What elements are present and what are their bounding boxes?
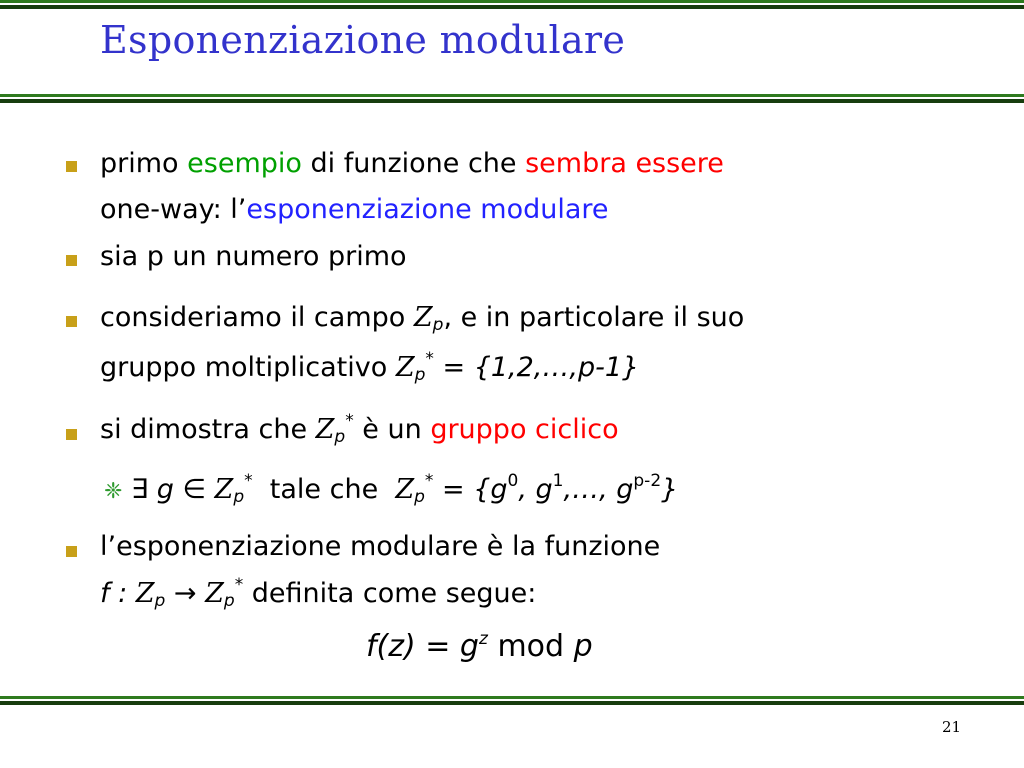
superscript-1: 1 [552,471,564,491]
set-close: } [661,474,679,505]
bullet-3-line-2 [100,349,640,385]
bullet-marker [66,316,77,327]
star: * [234,575,244,595]
text: primo [100,148,188,179]
subscript-p: p [414,365,426,385]
bullet-2-line: sia p un numero primo [100,241,407,272]
subscript-p: p [223,591,235,611]
text: consideriamo il campo [100,302,414,333]
set-open: = {g [433,474,508,505]
formula-p: p [573,629,593,664]
bullet-5-line-1: l’esponenziazione modulare è la funzione [100,531,661,562]
text: one-way: l’ [100,194,247,225]
generator-g: g [156,474,174,505]
function-f: f : [100,578,136,609]
text: , e in particolare il suo [443,302,745,333]
highlight-gruppo-ciclico: gruppo ciclico [430,414,619,445]
top-rule [0,0,1024,9]
sub-bullet-4 [104,471,679,507]
text: si dimostra che [100,414,316,445]
set-sep: ,…, g [563,474,634,505]
set-sep: , g [518,474,553,505]
subscript-p: p [414,487,425,507]
integers-symbol: Z [214,474,234,505]
bullet-4-line [100,411,619,447]
tale-che: tale che [269,474,379,505]
formula-superscript-z: z [478,629,488,649]
highlight-esempio: esempio [187,148,302,179]
text: gruppo moltiplicativo [100,352,396,383]
subscript-p: p [334,427,346,447]
formula-mod: mod [487,629,574,664]
bullet-marker [66,429,77,440]
footer-divider [0,696,1024,705]
sub-bullet-marker-icon: ❈ [104,479,123,504]
bullet-5-line-2 [100,575,537,611]
page-number: 21 [942,718,962,736]
bullet-marker [66,161,77,172]
star: * [244,471,253,491]
formula-left: f(z) = g [366,629,479,664]
integers-symbol: Z [395,352,415,383]
integers-symbol: Z [395,474,415,505]
bullet-marker [66,546,77,557]
slide-title: Esponenziazione modulare [100,18,626,62]
superscript-p-2: p-2 [633,471,662,491]
integers-symbol: Z [205,578,224,609]
star: * [345,411,354,431]
text: è un [353,414,431,445]
set-definition: = {1,2,…,p-1} [433,352,640,383]
bullet-1-line-1 [100,150,724,177]
text: di funzione che [301,148,526,179]
highlight-sembra-essere: sembra essere [525,148,724,179]
subscript-p: p [432,315,444,335]
star: * [425,349,434,369]
formula-line [366,629,593,664]
bullet-marker [66,255,77,266]
integers-symbol: Z [413,302,433,333]
star: * [424,471,434,491]
integers-symbol: Z [315,414,335,445]
exists-symbol: ∃ [131,474,149,505]
integers-symbol: Z [135,578,155,609]
subscript-p: p [233,487,245,507]
text: definita come segue: [243,578,537,609]
arrow-symbol: → [165,578,206,609]
subscript-p: p [154,591,166,611]
highlight-esponenziazione-modulare: esponenziazione modulare [246,194,609,225]
title-divider [0,94,1024,103]
bullet-3-line-1 [100,302,745,335]
element-of-symbol: ∈ [182,474,206,505]
superscript-0: 0 [507,471,519,491]
bullet-1-line-2 [100,196,609,223]
